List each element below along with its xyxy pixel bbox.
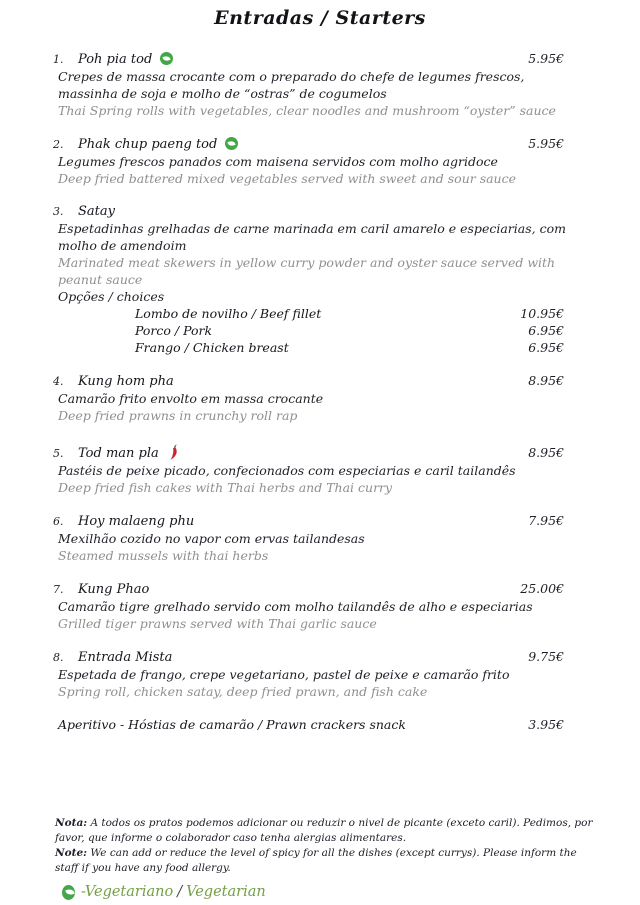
vegetarian-icon [160, 52, 173, 65]
menu-item [53, 440, 588, 496]
page-title: Entradas / Starters [214, 7, 426, 29]
item-number: 6. [53, 515, 64, 528]
option-price: 6.95€ [528, 340, 564, 355]
item-price: 7.95€ [528, 513, 564, 528]
item-options [58, 288, 588, 356]
vegetarian-icon [62, 885, 75, 900]
menu-item [53, 372, 588, 424]
item-price: 5.95€ [528, 51, 564, 66]
item-description-en: Deep fried fish cakes with Thai herbs and Thai curry [58, 480, 393, 495]
menu-item-header [53, 50, 588, 68]
item-price: 9.75€ [528, 649, 564, 664]
aperitivo-section [53, 716, 588, 733]
footer-notes [55, 816, 595, 900]
item-number: 5. [53, 447, 64, 460]
item-description-en: Thai Spring rolls with vegetables, clear noodles and mushroom “oyster” sauce [58, 103, 556, 118]
item-name: Satay [78, 204, 115, 219]
item-description-pt: Camarão frito envolto em massa crocante [58, 391, 324, 406]
note-pt-label: Nota: [55, 817, 88, 829]
item-name: Kung hom pha [78, 374, 174, 389]
menu-item-header [53, 135, 588, 153]
aperitivo-name: Aperitivo - Hóstias de camarão / Prawn crackers snack [58, 717, 406, 732]
item-name: Tod man pla [78, 446, 159, 461]
menu-item [53, 50, 588, 119]
option-row [135, 339, 588, 356]
legend-label-en: Vegetarian [186, 884, 266, 900]
menu-items [53, 50, 588, 700]
item-price: 25.00€ [520, 581, 564, 596]
menu-item-header [53, 203, 588, 220]
note-en [55, 846, 595, 876]
aperitivo-row [53, 716, 588, 733]
chili-icon [166, 444, 179, 461]
option-price: 6.95€ [528, 323, 564, 338]
item-number: 1. [53, 53, 64, 66]
menu-item [53, 203, 588, 356]
item-name: Poh pia tod [78, 52, 153, 67]
menu-item-header [53, 512, 588, 530]
item-description-pt: Mexilhão cozido no vapor com ervas tailandesas [58, 531, 365, 546]
menu-item-header [53, 372, 588, 390]
item-description-pt: Legumes frescos panados com maisena servidos com molho agridoce [58, 154, 498, 169]
option-row [135, 322, 588, 339]
item-description-en: Spring roll, chicken satay, deep fried prawn, and fish cake [58, 684, 428, 699]
item-number: 4. [53, 375, 64, 388]
note-en-label: Note: [55, 847, 88, 859]
item-name: Kung Phao [78, 582, 150, 597]
item-number: 7. [53, 583, 64, 596]
vegetarian-legend [62, 884, 595, 900]
menu-item [53, 648, 588, 700]
option-name: Porco / Pork [135, 323, 213, 338]
item-price: 5.95€ [528, 136, 564, 151]
menu-item [53, 580, 588, 632]
item-description-pt: Crepes de massa crocante com o preparado do chefe de legumes frescos, massinha de soja e molho de “ostras” de cogumelos [58, 69, 525, 101]
vegetarian-icon [225, 137, 238, 150]
item-description-en: Deep fried battered mixed vegetables served with sweet and sour sauce [58, 171, 517, 186]
item-name: Hoy malaeng phu [78, 514, 195, 529]
menu-item-header [53, 440, 588, 462]
note-pt [55, 816, 595, 846]
item-price: 8.95€ [528, 445, 564, 460]
item-number: 3. [53, 205, 64, 218]
menu-item [53, 512, 588, 564]
option-name: Lombo de novilho / Beef fillet [135, 306, 322, 321]
menu-item-header [53, 648, 588, 666]
item-number: 8. [53, 651, 64, 664]
legend-separator: / [177, 884, 183, 900]
aperitivo-price: 3.95€ [528, 717, 564, 732]
note-pt-text: A todos os pratos podemos adicionar ou reduzir o nivel de picante (exceto caril). Pedimos, por favor, que informe o colaborador caso tenha alergias alimentares. [55, 817, 593, 844]
item-description-pt: Camarão tigre grelhado servido com molho tailandês de alho e especiarias [58, 599, 533, 614]
item-name: Phak chup paeng tod [78, 137, 218, 152]
item-description-en: Steamed mussels with thai herbs [58, 548, 269, 563]
item-name: Entrada Mista [78, 650, 173, 665]
item-description-pt: Espetada de frango, crepe vegetariano, pastel de peixe e camarão frito [58, 667, 510, 682]
note-en-text: We can add or reduce the level of spicy for all the dishes (except currys). Please inform the staff if you have any food allergy. [55, 847, 577, 874]
item-price: 8.95€ [528, 373, 564, 388]
item-description-pt: Pastéis de peixe picado, confecionados com especiarias e caril tailandês [58, 463, 516, 478]
option-price: 10.95€ [520, 306, 564, 321]
menu-item [53, 135, 588, 187]
item-description-en: Grilled tiger prawns served with Thai garlic sauce [58, 616, 377, 631]
menu-item-header [53, 580, 588, 598]
option-row [135, 305, 588, 322]
item-description-en: Deep fried prawns in crunchy roll rap [58, 408, 298, 423]
item-description-en: Marinated meat skewers in yellow curry powder and oyster sauce served with peanut sauce [58, 255, 556, 287]
item-description-pt: Espetadinhas grelhadas de carne marinada em caril amarelo e especiarias, com molho de amendoim [58, 221, 566, 253]
legend-label-pt: -Vegetariano [81, 884, 174, 900]
options-rows [58, 305, 588, 356]
option-name: Frango / Chicken breast [135, 340, 289, 355]
item-number: 2. [53, 138, 64, 151]
options-label: Opções / choices [58, 289, 165, 304]
